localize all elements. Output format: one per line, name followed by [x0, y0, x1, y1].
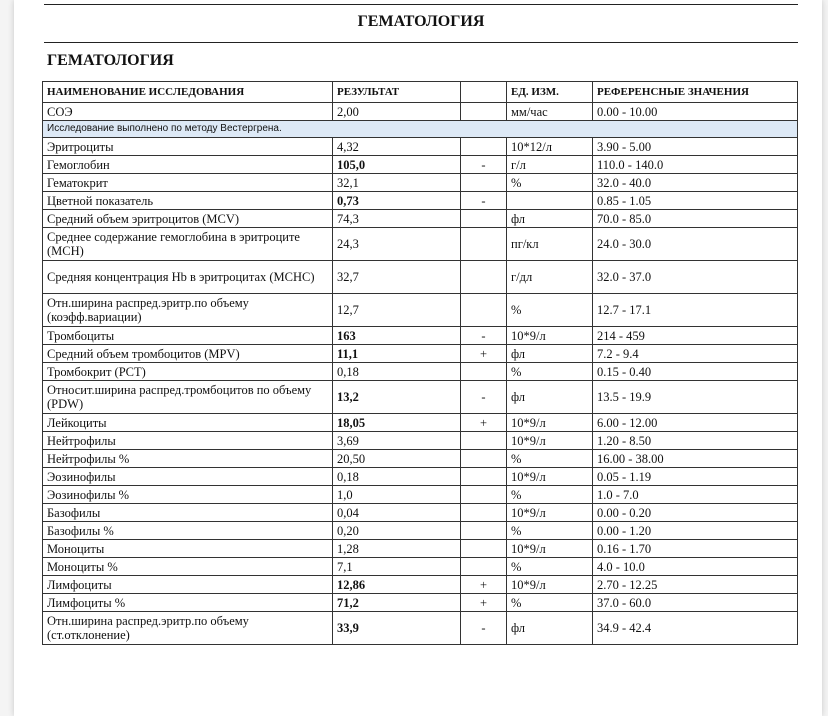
- test-name-cell: Эозинофилы %: [43, 486, 333, 504]
- column-header-unit: ЕД. ИЗМ.: [507, 82, 593, 103]
- flag-cell: [461, 522, 507, 540]
- column-header-name: НАИМЕНОВАНИЕ ИССЛЕДОВАНИЯ: [43, 82, 333, 103]
- table-row: [43, 594, 798, 612]
- table-row: [43, 381, 798, 414]
- unit-cell: 10*9/л: [507, 414, 593, 432]
- test-name-cell: Моноциты: [43, 540, 333, 558]
- unit-cell: 10*12/л: [507, 138, 593, 156]
- table-row: [43, 612, 798, 645]
- table-row: [43, 468, 798, 486]
- test-name-cell: Лейкоциты: [43, 414, 333, 432]
- test-name-cell: Отн.ширина распред.эритр.по объему (ст.отклонение): [43, 612, 333, 645]
- unit-cell: фл: [507, 381, 593, 414]
- result-cell: 3,69: [333, 432, 461, 450]
- unit-cell: 10*9/л: [507, 468, 593, 486]
- test-name-cell: Эозинофилы: [43, 468, 333, 486]
- reference-range-cell: 0.00 - 0.20: [593, 504, 798, 522]
- reference-range-cell: 214 - 459: [593, 327, 798, 345]
- unit-cell: %: [507, 174, 593, 192]
- flag-cell: -: [461, 192, 507, 210]
- report-page: [14, 0, 822, 716]
- unit-cell: г/дл: [507, 261, 593, 294]
- result-cell: 1,28: [333, 540, 461, 558]
- table-row: [43, 174, 798, 192]
- column-header-result: РЕЗУЛЬТАТ: [333, 82, 461, 103]
- test-name-cell: Относит.ширина распред.тромбоцитов по объему (PDW): [43, 381, 333, 414]
- test-name-cell: Гемоглобин: [43, 156, 333, 174]
- page-title: ГЕМАТОЛОГИЯ: [357, 13, 485, 30]
- result-cell: 105,0: [333, 156, 461, 174]
- table-row: [43, 522, 798, 540]
- unit-cell: 10*9/л: [507, 432, 593, 450]
- flag-cell: [461, 558, 507, 576]
- unit-cell: %: [507, 486, 593, 504]
- flag-cell: +: [461, 594, 507, 612]
- table-row: [43, 228, 798, 261]
- unit-cell: мм/час: [507, 103, 593, 121]
- test-name-cell: Тромбоциты: [43, 327, 333, 345]
- section-title: ГЕМАТОЛОГИЯ: [47, 52, 174, 69]
- table-row: [43, 103, 798, 121]
- reference-range-cell: 16.00 - 38.00: [593, 450, 798, 468]
- result-cell: 12,7: [333, 294, 461, 327]
- method-note: Исследование выполнено по методу Вестергрена.: [43, 121, 798, 138]
- flag-cell: [461, 210, 507, 228]
- unit-cell: [507, 192, 593, 210]
- table-row: [43, 486, 798, 504]
- test-name-cell: Средний объем тромбоцитов (MPV): [43, 345, 333, 363]
- result-cell: 32,1: [333, 174, 461, 192]
- table-row: [43, 345, 798, 363]
- unit-cell: %: [507, 450, 593, 468]
- table-row: [43, 432, 798, 450]
- flag-cell: [461, 103, 507, 121]
- unit-cell: 10*9/л: [507, 327, 593, 345]
- result-cell: 32,7: [333, 261, 461, 294]
- test-name-cell: Лимфоциты: [43, 576, 333, 594]
- table-row: [43, 540, 798, 558]
- reference-range-cell: 2.70 - 12.25: [593, 576, 798, 594]
- test-name-cell: Моноциты %: [43, 558, 333, 576]
- result-cell: 12,86: [333, 576, 461, 594]
- column-header-reference: РЕФЕРЕНСНЫЕ ЗНАЧЕНИЯ: [593, 82, 798, 103]
- flag-cell: -: [461, 612, 507, 645]
- table-row: [43, 450, 798, 468]
- table-row: [43, 156, 798, 174]
- reference-range-cell: 32.0 - 37.0: [593, 261, 798, 294]
- test-name-cell: Цветной показатель: [43, 192, 333, 210]
- unit-cell: 10*9/л: [507, 540, 593, 558]
- unit-cell: 10*9/л: [507, 504, 593, 522]
- unit-cell: %: [507, 594, 593, 612]
- test-name-cell: Нейтрофилы %: [43, 450, 333, 468]
- reference-range-cell: 70.0 - 85.0: [593, 210, 798, 228]
- table-row: [43, 192, 798, 210]
- result-cell: 0,20: [333, 522, 461, 540]
- test-name-cell: Базофилы %: [43, 522, 333, 540]
- flag-cell: [461, 432, 507, 450]
- table-row: [43, 504, 798, 522]
- result-cell: 163: [333, 327, 461, 345]
- reference-range-cell: 32.0 - 40.0: [593, 174, 798, 192]
- table-header-row: [43, 82, 798, 103]
- flag-cell: [461, 294, 507, 327]
- flag-cell: +: [461, 345, 507, 363]
- flag-cell: -: [461, 327, 507, 345]
- table-row: [43, 261, 798, 294]
- flag-cell: [461, 468, 507, 486]
- result-cell: 1,0: [333, 486, 461, 504]
- test-name-cell: Эритроциты: [43, 138, 333, 156]
- unit-cell: фл: [507, 612, 593, 645]
- flag-cell: [461, 450, 507, 468]
- unit-cell: %: [507, 558, 593, 576]
- reference-range-cell: 0.00 - 10.00: [593, 103, 798, 121]
- flag-cell: [461, 174, 507, 192]
- reference-range-cell: 0.15 - 0.40: [593, 363, 798, 381]
- test-name-cell: Среднее содержание гемоглобина в эритроците (МСН): [43, 228, 333, 261]
- flag-cell: [461, 486, 507, 504]
- reference-range-cell: 1.20 - 8.50: [593, 432, 798, 450]
- result-cell: 0,73: [333, 192, 461, 210]
- result-cell: 0,18: [333, 468, 461, 486]
- test-name-cell: Средний объем эритроцитов (MCV): [43, 210, 333, 228]
- unit-cell: %: [507, 522, 593, 540]
- result-cell: 13,2: [333, 381, 461, 414]
- result-cell: 11,1: [333, 345, 461, 363]
- reference-range-cell: 3.90 - 5.00: [593, 138, 798, 156]
- table-row: [43, 294, 798, 327]
- unit-cell: %: [507, 294, 593, 327]
- reference-range-cell: 0.85 - 1.05: [593, 192, 798, 210]
- test-name-cell: Лимфоциты %: [43, 594, 333, 612]
- table-row: [43, 576, 798, 594]
- top-rule: [44, 4, 798, 5]
- unit-cell: пг/кл: [507, 228, 593, 261]
- unit-cell: 10*9/л: [507, 576, 593, 594]
- table-row: [43, 327, 798, 345]
- reference-range-cell: 37.0 - 60.0: [593, 594, 798, 612]
- reference-range-cell: 24.0 - 30.0: [593, 228, 798, 261]
- result-cell: 0,04: [333, 504, 461, 522]
- reference-range-cell: 4.0 - 10.0: [593, 558, 798, 576]
- flag-cell: [461, 504, 507, 522]
- unit-cell: г/л: [507, 156, 593, 174]
- reference-range-cell: 12.7 - 17.1: [593, 294, 798, 327]
- unit-cell: фл: [507, 210, 593, 228]
- result-cell: 71,2: [333, 594, 461, 612]
- flag-cell: [461, 261, 507, 294]
- unit-cell: %: [507, 363, 593, 381]
- table-row: [43, 558, 798, 576]
- header-rule: [44, 42, 798, 43]
- reference-range-cell: 0.05 - 1.19: [593, 468, 798, 486]
- flag-cell: [461, 228, 507, 261]
- result-cell: 24,3: [333, 228, 461, 261]
- test-name-cell: Гематокрит: [43, 174, 333, 192]
- results-table: [42, 81, 798, 645]
- flag-cell: -: [461, 156, 507, 174]
- result-cell: 20,50: [333, 450, 461, 468]
- reference-range-cell: 13.5 - 19.9: [593, 381, 798, 414]
- flag-cell: [461, 363, 507, 381]
- method-note-row: [43, 121, 798, 138]
- result-cell: 2,00: [333, 103, 461, 121]
- unit-cell: фл: [507, 345, 593, 363]
- table-row: [43, 138, 798, 156]
- test-name-cell: СОЭ: [43, 103, 333, 121]
- reference-range-cell: 34.9 - 42.4: [593, 612, 798, 645]
- test-name-cell: Базофилы: [43, 504, 333, 522]
- column-header-flag: [461, 82, 507, 103]
- reference-range-cell: 1.0 - 7.0: [593, 486, 798, 504]
- flag-cell: +: [461, 414, 507, 432]
- flag-cell: [461, 138, 507, 156]
- result-cell: 18,05: [333, 414, 461, 432]
- result-cell: 33,9: [333, 612, 461, 645]
- reference-range-cell: 7.2 - 9.4: [593, 345, 798, 363]
- reference-range-cell: 0.16 - 1.70: [593, 540, 798, 558]
- flag-cell: [461, 540, 507, 558]
- test-name-cell: Нейтрофилы: [43, 432, 333, 450]
- table-row: [43, 210, 798, 228]
- test-name-cell: Тромбокрит (PCT): [43, 363, 333, 381]
- result-cell: 7,1: [333, 558, 461, 576]
- reference-range-cell: 0.00 - 1.20: [593, 522, 798, 540]
- reference-range-cell: 6.00 - 12.00: [593, 414, 798, 432]
- flag-cell: +: [461, 576, 507, 594]
- flag-cell: -: [461, 381, 507, 414]
- test-name-cell: Отн.ширина распред.эритр.по объему (коэфф.вариации): [43, 294, 333, 327]
- result-cell: 4,32: [333, 138, 461, 156]
- table-row: [43, 363, 798, 381]
- result-cell: 0,18: [333, 363, 461, 381]
- reference-range-cell: 110.0 - 140.0: [593, 156, 798, 174]
- test-name-cell: Средняя концентрация Hb в эритроцитах (МСНС): [43, 261, 333, 294]
- result-cell: 74,3: [333, 210, 461, 228]
- table-row: [43, 414, 798, 432]
